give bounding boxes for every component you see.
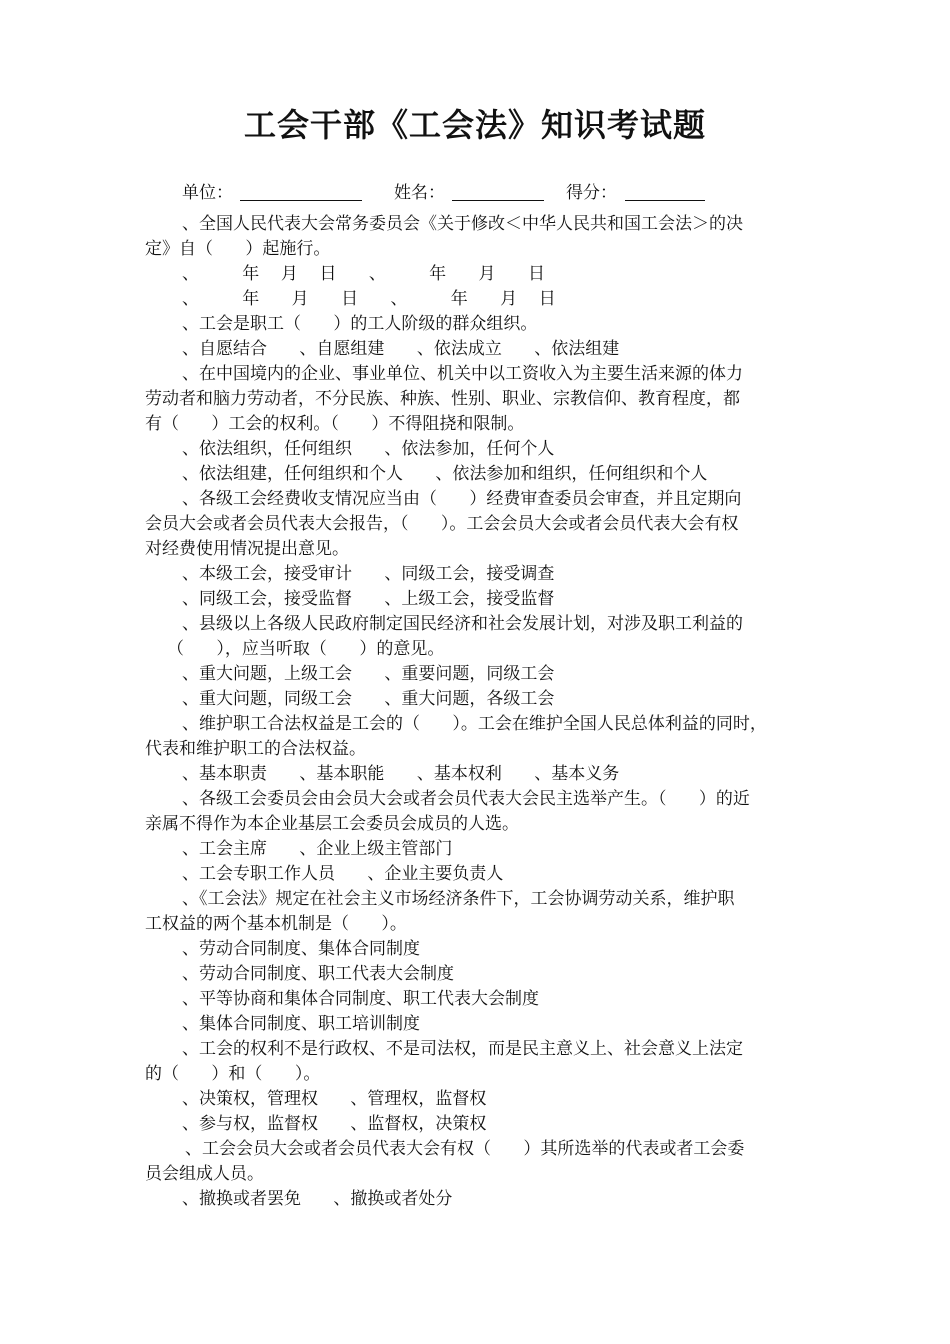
option-line: 、 年 月 日 、 年 月 日 — [182, 289, 556, 309]
question-line: 、在中国境内的企业、事业单位、机关中以工资收入为主要生活来源的体力 — [182, 364, 743, 384]
name-label: 姓名： — [394, 183, 445, 203]
option-line: 、劳动合同制度、职工代表大会制度 — [182, 964, 454, 984]
score-blank-line — [625, 200, 705, 201]
page-title: 工会干部《工会法》知识考试题 — [243, 106, 706, 144]
option-line: 、 年 月 日 、 年 月 日 — [182, 264, 545, 284]
score-label: 得分： — [566, 183, 617, 203]
option-line: 、重大问题，同级工会 、重大问题，各级工会 — [182, 689, 555, 709]
question-line: 、工会是职工（ ）的工人阶级的群众组织。 — [182, 314, 538, 334]
question-line: 劳动者和脑力劳动者，不分民族、种族、性别、职业、宗教信仰、教育程度，都 — [145, 389, 740, 409]
question-line: 、县级以上各级人民政府制定国民经济和社会发展计划，对涉及职工利益的 — [182, 614, 743, 634]
option-line: 、集体合同制度、职工培训制度 — [182, 1014, 420, 1034]
option-line: 、决策权，管理权 、管理权，监督权 — [182, 1089, 487, 1109]
option-line: 、自愿结合 、自愿组建 、依法成立 、依法组建 — [182, 339, 620, 359]
question-line: 有（ ）工会的权利。（ ）不得阻挠和限制。 — [145, 414, 525, 434]
option-line: 、依法组织，任何组织 、依法参加，任何个人 — [182, 439, 555, 459]
question-line: 亲属不得作为本企业基层工会委员会成员的人选。 — [145, 814, 519, 834]
question-line: 、各级工会经费收支情况应当由（ ）经费审查委员会审查，并且定期向 — [182, 489, 742, 509]
question-line: 代表和维护职工的合法权益。 — [145, 739, 366, 759]
question-line: 员会组成人员。 — [145, 1164, 264, 1184]
question-line: 、维护职工合法权益是工会的（ ）。工会在维护全国人民总体利益的同时， — [182, 714, 767, 734]
option-line: 、同级工会，接受监督 、上级工会，接受监督 — [182, 589, 555, 609]
option-line: 、劳动合同制度、集体合同制度 — [182, 939, 420, 959]
unit-blank-line — [240, 200, 362, 201]
option-line: 、工会专职工作人员 、企业主要负责人 — [182, 864, 504, 884]
exam-questions — [145, 212, 809, 1212]
question-line: 、《工会法》规定在社会主义市场经济条件下，工会协调劳动关系，维护职 — [182, 889, 735, 909]
question-line: 的（ ）和（ ）。 — [145, 1064, 321, 1084]
question-line: 、全国人民代表大会常务委员会《关于修改＜中华人民共和国工会法＞的决 — [182, 214, 743, 234]
option-line: 、依法组建，任何组织和个人 、依法参加和组织，任何组织和个人 — [182, 464, 708, 484]
question-line: 、各级工会委员会由会员大会或者会员代表大会民主选举产生。（ ）的近 — [182, 789, 750, 809]
question-line: 工权益的两个基本机制是（ ）。 — [145, 914, 407, 934]
question-line: 会员大会或者会员代表大会报告，（ ）。工会会员大会或者会员代表大会有权 — [145, 514, 739, 534]
option-line: 、基本职责 、基本职能 、基本权利 、基本义务 — [182, 764, 620, 784]
option-line: 、参与权，监督权 、监督权，决策权 — [182, 1114, 487, 1134]
option-line: 、重大问题，上级工会 、重要问题，同级工会 — [182, 664, 555, 684]
option-line: 、工会主席 、企业上级主管部门 — [182, 839, 453, 859]
option-line: 、撤换或者罢免 、撤换或者处分 — [182, 1189, 453, 1209]
unit-label: 单位： — [182, 183, 233, 203]
question-line: 定》自（ ）起施行。 — [145, 239, 331, 259]
question-line: 对经费使用情况提出意见。 — [145, 539, 349, 559]
option-line: 、平等协商和集体合同制度、职工代表大会制度 — [182, 989, 539, 1009]
option-line: 、本级工会，接受审计 、同级工会，接受调查 — [182, 564, 555, 584]
question-line: （ ），应当听取（ ）的意见。 — [167, 639, 445, 659]
exam-header-fields — [0, 178, 950, 208]
name-blank-line — [452, 200, 544, 201]
question-line: 、工会的权利不是行政权、不是司法权，而是民主意义上、社会意义上法定 — [182, 1039, 743, 1059]
question-line: 、工会会员大会或者会员代表大会有权（ ）其所选举的代表或者工会委 — [185, 1139, 745, 1159]
